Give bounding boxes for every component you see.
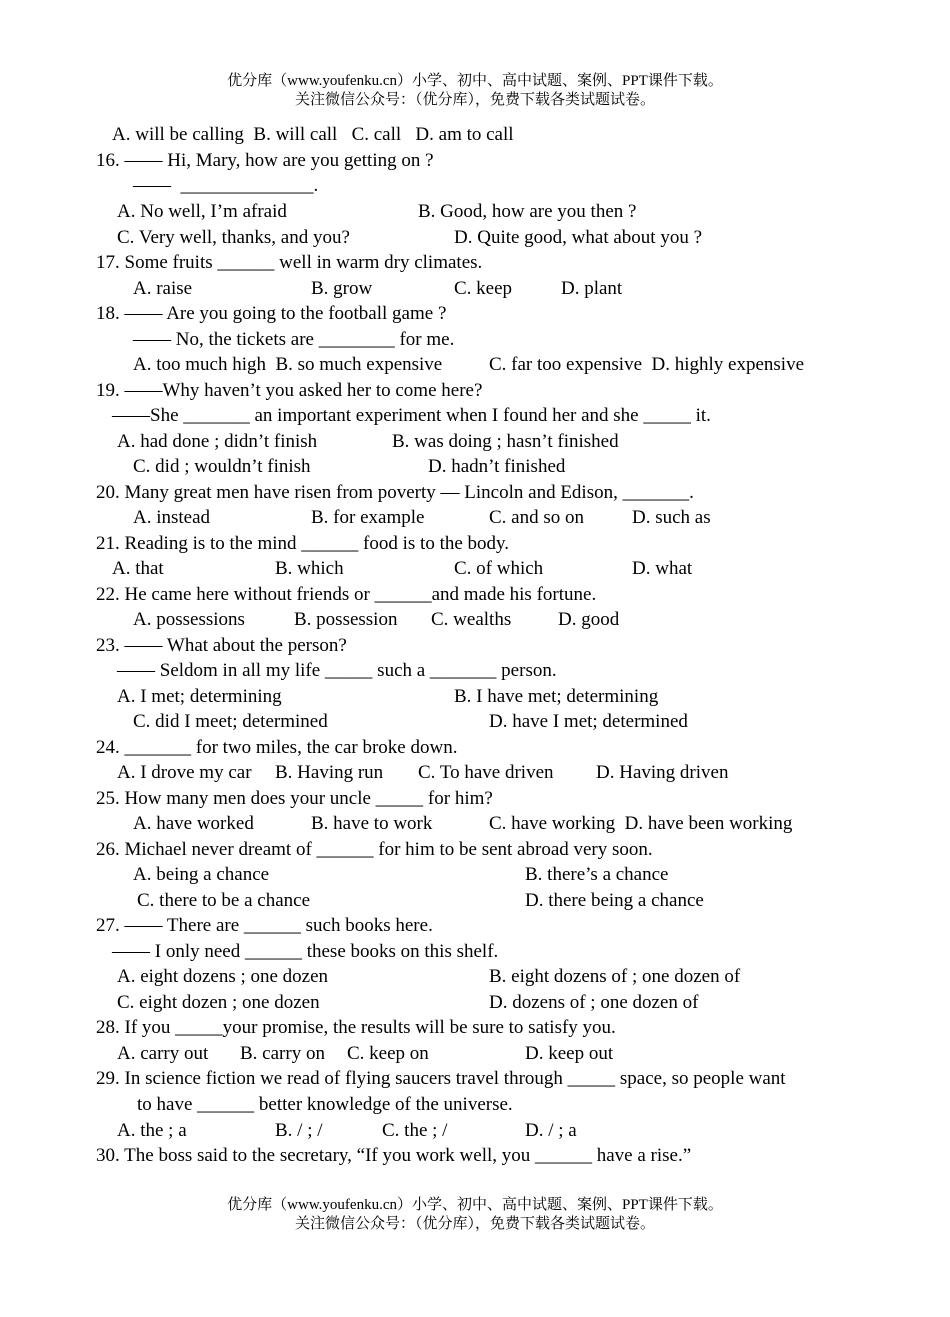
q16-option-b: B. Good, how are you then ? <box>418 201 637 222</box>
q28-option-b: B. carry on <box>240 1043 325 1064</box>
q28-option-d: D. keep out <box>525 1043 614 1064</box>
q21-stem: 21. Reading is to the mind ______ food is to the body. <box>96 533 510 554</box>
q23-option-d: D. have I met; determined <box>489 711 688 732</box>
q16-option-d: D. Quite good, what about you ? <box>454 227 703 248</box>
q26-stem: 26. Michael never dreamt of ______ for him to be sent abroad very soon. <box>96 839 653 860</box>
q21-option-a: A. that <box>112 558 164 579</box>
q16-reply: —— ______________. <box>133 175 319 196</box>
q29-option-d: D. / ; a <box>525 1120 577 1141</box>
q29-option-a: A. the ; a <box>117 1120 187 1141</box>
q20-stem: 20. Many great men have risen from poverty — Lincoln and Edison, _______. <box>96 482 694 503</box>
q27-reply: —— I only need ______ these books on this shelf. <box>112 941 499 962</box>
q16-option-a: A. No well, I’m afraid <box>117 201 287 222</box>
q17-option-c: C. keep <box>454 278 513 299</box>
q23-option-a: A. I met; determining <box>117 686 282 707</box>
footer-line-1: 优分库（www.youfenku.cn）小学、初中、高中试题、案例、PPT课件下载。 <box>227 1197 723 1213</box>
q18-options-cd: C. far too expensive D. highly expensive <box>489 354 805 375</box>
q24-option-c: C. To have driven <box>418 762 554 783</box>
q28-option-c: C. keep on <box>347 1043 429 1064</box>
q27-option-d: D. dozens of ; one dozen of <box>489 992 699 1013</box>
q29-option-c: C. the ; / <box>382 1120 448 1141</box>
q19-option-d: D. hadn’t finished <box>428 456 566 477</box>
q17-option-a: A. raise <box>133 278 193 299</box>
q29-stem-continued: to have ______ better knowledge of the universe. <box>137 1094 513 1115</box>
q20-option-c: C. and so on <box>489 507 584 528</box>
q21-option-d: D. what <box>632 558 693 579</box>
q27-option-c: C. eight dozen ; one dozen <box>117 992 320 1013</box>
q24-option-b: B. Having run <box>275 762 384 783</box>
q20-option-d: D. such as <box>632 507 711 528</box>
q26-option-d: D. there being a chance <box>525 890 704 911</box>
q30-stem: 30. The boss said to the secretary, “If you work well, you ______ have a rise.” <box>96 1145 692 1166</box>
q25-options-cd: C. have working D. have been working <box>489 813 793 834</box>
q18-stem: 18. —— Are you going to the football game ? <box>96 303 447 324</box>
q28-option-a: A. carry out <box>117 1043 209 1064</box>
q27-stem: 27. —— There are ______ such books here. <box>96 915 433 936</box>
q29-option-b: B. / ; / <box>275 1120 323 1141</box>
footer-line-2: 关注微信公众号：（优分库），免费下载各类试题试卷。 <box>294 1216 655 1232</box>
q23-stem: 23. —— What about the person? <box>96 635 347 656</box>
q26-option-a: A. being a chance <box>133 864 270 885</box>
q27-option-a: A. eight dozens ; one dozen <box>117 966 329 987</box>
q17-option-b: B. grow <box>311 278 373 299</box>
q18-reply: —— No, the tickets are ________ for me. <box>133 329 455 350</box>
q25-stem: 25. How many men does your uncle _____ for him? <box>96 788 493 809</box>
q29-stem: 29. In science fiction we read of flying saucers travel through _____ space, so people want <box>96 1068 786 1089</box>
q15-options: A. will be calling B. will call C. call D. am to call <box>112 124 514 145</box>
header-line-2: 关注微信公众号：（优分库），免费下载各类试题试卷。 <box>294 92 655 108</box>
q17-option-d: D. plant <box>561 278 623 299</box>
q23-option-b: B. I have met; determining <box>454 686 659 707</box>
q19-option-a: A. had done ; didn’t finish <box>117 431 318 452</box>
q16-option-c: C. Very well, thanks, and you? <box>117 227 350 248</box>
q19-option-c: C. did ; wouldn’t finish <box>133 456 311 477</box>
q24-option-a: A. I drove my car <box>117 762 252 783</box>
q28-stem: 28. If you _____your promise, the results will be sure to satisfy you. <box>96 1017 616 1038</box>
page-footer <box>0 1196 950 1234</box>
q22-option-a: A. possessions <box>133 609 245 630</box>
q21-option-c: C. of which <box>454 558 544 579</box>
q23-option-c: C. did I meet; determined <box>133 711 328 732</box>
q16-stem: 16. —— Hi, Mary, how are you getting on ? <box>96 150 434 171</box>
q22-option-c: C. wealths <box>431 609 512 630</box>
q20-option-a: A. instead <box>133 507 211 528</box>
q21-option-b: B. which <box>275 558 344 579</box>
q24-stem: 24. _______ for two miles, the car broke down. <box>96 737 458 758</box>
header-line-1: 优分库（www.youfenku.cn）小学、初中、高中试题、案例、PPT课件下载。 <box>227 73 723 89</box>
q25-option-b: B. have to work <box>311 813 433 834</box>
q17-stem: 17. Some fruits ______ well in warm dry climates. <box>96 252 483 273</box>
q25-option-a: A. have worked <box>133 813 254 834</box>
q26-option-c: C. there to be a chance <box>137 890 311 911</box>
page-header <box>0 72 950 110</box>
q23-reply: —— Seldom in all my life _____ such a _______ person. <box>117 660 557 681</box>
q22-option-b: B. possession <box>294 609 398 630</box>
q27-option-b: B. eight dozens of ; one dozen of <box>489 966 741 987</box>
q19-option-b: B. was doing ; hasn’t finished <box>392 431 619 452</box>
q24-option-d: D. Having driven <box>596 762 729 783</box>
q19-stem: 19. ——Why haven’t you asked her to come here? <box>96 380 483 401</box>
q26-option-b: B. there’s a chance <box>525 864 669 885</box>
q22-stem: 22. He came here without friends or ______and made his fortune. <box>96 584 597 605</box>
q22-option-d: D. good <box>558 609 620 630</box>
q20-option-b: B. for example <box>311 507 425 528</box>
q19-reply: ——She _______ an important experiment when I found her and she _____ it. <box>112 405 711 426</box>
q18-options-ab: A. too much high B. so much expensive <box>133 354 443 375</box>
